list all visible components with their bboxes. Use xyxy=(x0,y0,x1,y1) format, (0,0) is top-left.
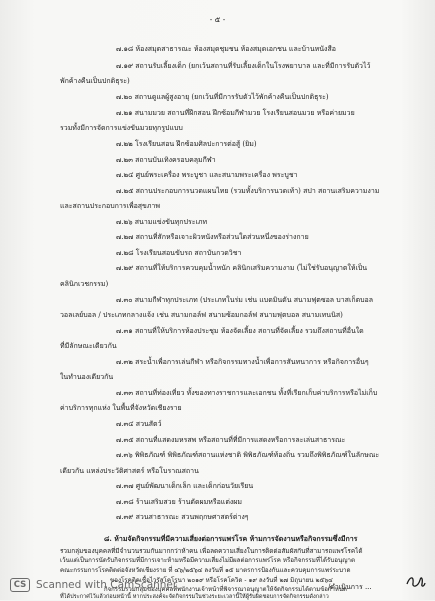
handwritten-signature-icon xyxy=(404,572,426,590)
page-number: - ๕ - xyxy=(209,15,226,24)
list-item: ๗.๓๘ ร้านเสริมสวย ร้านตัดผมหรือแต่งผม xyxy=(116,498,242,506)
section-8-line: กิจกรรมรวมกลุ่มของบุคคลที่พนักงานเจ้าหน้าที่พิจารณาอนุญาตให้จัดกิจกรรมได้ตามข้อกำหนด xyxy=(104,586,347,593)
camscanner-logo-icon: CS xyxy=(10,578,30,592)
list-item: ๗.๒๘ โรงเรียนสอนขับรถ สถาบันกวดวิชา xyxy=(116,249,242,257)
list-item: ๗.๒๔ ศูนย์พระเครื่อง พระบูชา และสนามพระเครื่อง พระบูชา xyxy=(116,171,298,179)
list-item-continuation: รวมทั้งมีการจัดการแข่งขันมวยทุกรูปแบบ xyxy=(60,124,183,132)
list-item: ๗.๓๑ สถานที่ให้บริการห้องประชุม ห้องจัดเลี้ยง สถานที่จัดเลี้ยง รวมถึงสถานที่อื่นใด xyxy=(116,327,364,335)
camscanner-watermark xyxy=(10,578,177,592)
section-8-heading: ๘. ห้ามจัดกิจกรรมที่มีความเสี่ยงต่อการแพร่โรค ห้ามการจัดงานหรือกิจกรรมซึ่งมีการ xyxy=(104,534,358,543)
list-item: ๗.๒๑ สนามมวย สถานที่ฝึกสอน ฝึกซ้อมกีฬามวย โรงเรียนสอนมวย หรือค่ายมวย xyxy=(116,109,355,117)
list-item-continuation: ในทำนองเดียวกัน xyxy=(60,373,114,381)
section-8-line: เว้นแต่เป็นการนัดรับกิจกรรมที่มีการเจาะห้ามหรือมีความเสี่ยงไม่มีผลต่อการแพร่โรค หรือกิจกรรมที่ได้รับอนุญาต xyxy=(60,557,355,564)
list-item: ๗.๓๒ สระน้ำเพื่อการเล่นกีฬา หรือกิจกรรมทางน้ำเพื่อการสันทนาการ หรือกิจการอื่นๆ xyxy=(116,358,369,366)
continuation-text: /ดำเนินการ ... xyxy=(328,583,372,591)
list-item: ๗.๓๖ พิพิธภัณฑ์ พิพิธภัณฑ์สถานแห่งชาติ พิพิธภัณฑ์ท้องถิ่น รวมถึงพิพิธภัณฑ์ในลักษณะ xyxy=(116,451,380,459)
section-8-line: ที่ได้ประกาศไว้แล้วก่อนหน้านี้ หากประสงค์จะจัดกิจกรรมในช่วงระยะเวลานี้ให้ผู้รับผิดชอบการจัดกิจกรรมดังกล่าว xyxy=(60,594,329,600)
list-item: ๗.๒๐ สถานดูแลผู้สูงอายุ (ยกเว้นที่มีการรับตัวไว้พักค้างคืนเป็นปกติธุระ) xyxy=(116,93,329,101)
list-item: ๗.๒๖ สนามแข่งขันทุกประเภท xyxy=(116,218,208,226)
list-item: ๗.๓๓ สถานที่ท่องเที่ยว ทั้งของทางราชการและเอกชน ทั้งที่เรียกเก็บค่าบริการหรือไม่เก็บ xyxy=(116,389,378,397)
list-item: ๗.๓๗ ศูนย์พัฒนาเด็กเล็ก และเด็กก่อนวัยเรียน xyxy=(116,482,254,490)
list-item: ๗.๒๗ สถานที่สักหรือเจาะผิวหนังหรือส่วนใดส่วนหนึ่งของร่างกาย xyxy=(116,233,309,241)
list-item: ๗.๓๕ สถานที่แสดงมหรสพ หรือสถานที่ที่มีการแสดงหรือการละเล่นสาธารณะ xyxy=(116,436,346,444)
list-item-continuation: และสถานประกอบการเพื่อสุขภาพ xyxy=(60,202,160,210)
list-item: ๗.๓๙ สวนสาธารณะ สวนพฤกษศาสตร์ต่างๆ xyxy=(116,513,249,521)
list-item: ๗.๒๓ สถานบันเทิงครอบคลุมกีฬา xyxy=(116,156,216,164)
list-item-continuation: คลินิกเวชกรรม) xyxy=(60,280,109,288)
list-item-continuation: ที่มีลักษณะเดียวกัน xyxy=(60,342,117,350)
list-item-continuation: เดียวกัน แหล่งประวัติศาสตร์ หรือโบราณสถาน xyxy=(60,467,199,475)
list-item-continuation: ค่าบริการทุกแห่ง ในพื้นที่จังหวัดเชียงราย xyxy=(60,404,182,412)
list-item: ๗.๓๐ สนามกีฬาทุกประเภท (ประเภทในร่ม เช่น แบดมินตัน สนามฟุตซอล บาสเก็ตบอล xyxy=(116,296,374,304)
section-8-line: รวมกลุ่มของบุคคลที่มีจำนวนรวมกันมากกว่าห้าคน เพื่อลดความเสี่ยงในการติดต่อสัมผัสกันที่สามารถแพร่โรคได้ xyxy=(60,547,363,555)
watermark-text: Scanned with CamScanner xyxy=(36,579,178,591)
list-item: ๗.๓๔ สวนสัตว์ xyxy=(116,420,162,428)
list-item: ๗.๑๘ ห้องสมุดสาธารณะ ห้องสมุดชุมชน ห้องสมุดเอกชน และบ้านหนังสือ xyxy=(116,45,336,53)
section-8-line: ของโรคติดเชื้อไวรัสโคโรนา ๒๐๑๙ หรือโรคโควิด - ๑๙ ลงวันที่ ๒๗ มิถุนายน ๒๕๖๔ xyxy=(110,577,333,584)
list-item-continuation: พักค้างคืนเป็นปกติธุระ) xyxy=(60,77,130,85)
list-item: ๗.๒๕ สถานประกอบการนวดแผนไทย (รวมทั้งบริการนวดเท้า) สปา สถานเสริมความงาม xyxy=(116,187,380,195)
list-item: ๗.๒๒ โรงเรียนสอน ฝึกซ้อมศิลปะการต่อสู้ (ยิม) xyxy=(116,140,257,148)
list-item: ๗.๒๙ สถานที่ให้บริการควบคุมน้ำหนัก คลินิกเสริมความงาม (ไม่ใช่รับอนุญาตให้เป็น xyxy=(116,264,368,272)
list-item: ๗.๑๙ สถานรับเลี้ยงเด็ก (ยกเว้นสถานที่รับเลี้ยงเด็กในโรงพยาบาล และที่มีการรับตัวไว้ xyxy=(116,62,371,70)
list-item-continuation: วอลเลย์บอล / ประเภทกลางแจ้ง เช่น สนามกอล์ฟ สนามซ้อมกอล์ฟ สนามฟุตบอล สนามเทนนิส) xyxy=(60,311,343,319)
section-8-line: คณะกรรมการโรคติดต่อจังหวัดเชียงราย ที่ ๔๖/๒๕๖๔ ลงวันที่ ๑๕ มาตรการป้องกันและควบคุมการแพร่ระบาด xyxy=(60,567,351,574)
